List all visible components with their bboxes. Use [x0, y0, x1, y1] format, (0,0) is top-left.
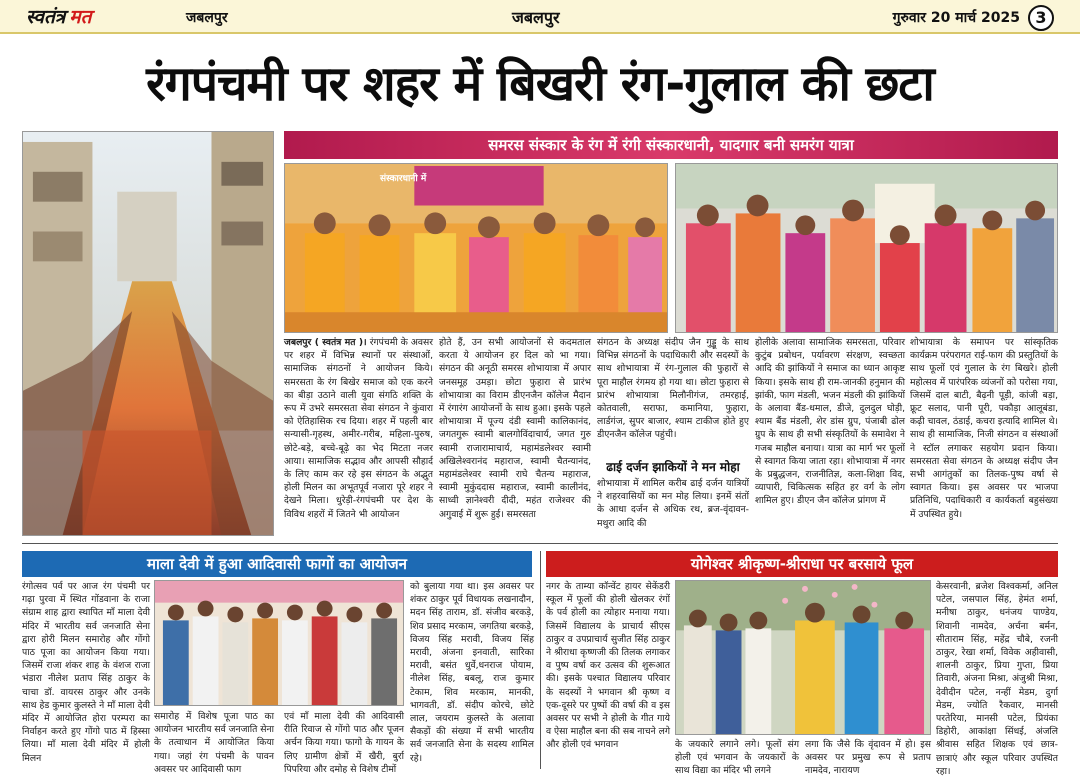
- story3-caption2: लगा कि जैसे कि वृंदावन में हो। इस अवसर पर प्रमुख रूप से प्रताप नामदेव, नारायण: [805, 739, 931, 777]
- masthead-logo: [26, 3, 91, 29]
- story2-band: माला देवी में हुआ आदिवासी फागों का आयोजन: [22, 551, 532, 577]
- story2-col3: को बुलाया गया था। इस अवसर पर शंकर ठाकुर पूर्व विधायक लखनादौन, मदन सिंह ताराम, डॉ. संजीव बरकड़े, शिव प्रसाद मरकाम, जगतिया बरकड़े, विजय सिंह मरावी, विजय सिंह मरावी, अंजना इनवाती, सारिका मरावी, बसंत धुर्वे,धनराज पोयाम, नीलेश सिंह, बबलू, राज कुमार टेकाम, शिव मरकाम, मानकी, भागवती, डॉ. संदीप कोरचे, छोटे लाल, जयराम कुलस्ते के अलावा सैकड़ों की संख्या में सभी भारतीय सर्व जनजाति सेना के सदस्य शामिल रहे।: [410, 581, 534, 764]
- section-divider: [22, 543, 1058, 544]
- story2-col1: रंगोत्सव पर्व पर आज रंग पंचमी पर गढ़ा पुरवा में स्थित गोंडवाना के राजा संग्राम शाह द्वारा स्थापित माँ माला देवी मंदिर में भारतीय सर्व जनजाति सेना द्वारा होरी मिलन समारोह और गोंगो पाठ पूजा का आयोजन किया गया। जिसमें राजा शंकर शाह के वंशज राजा भंडारा नीलेश प्रताप सिंह ठाकुर के चाचा डॉ. वायरस ठाकुर और उनके साथ हेड कुमार कुलस्ते ने माँ माला देवी मंदिर में आयोजित होरा परम्परा का निर्वाहन करते हुए गोंगो पाठ में हिस्सा लिया। माँ माला देवी मंदिर में होली मिलन: [22, 581, 150, 764]
- header-city-center: जबलपुर: [512, 8, 560, 27]
- story1-col1-text: रंगपंचमी के अवसर पर शहर में विभिन्न स्थानों पर संस्थाओं, सामाजिक संगठनों ने आयोजन किये। समरसता के रंग बिखेर समाज को एक करने का बीड़ा उठाने वाली युवा संगठि शक्ति के रूप में उभरे समरसता सेवा संगठन ने कुंवारा को ऐतिहासिक रच दिया। शहर में पहली बार सन्यासी-गृहस्थ, अमीर-गरीब, महिला-पुरुष, छोटे-बड़े, बच्चे-बूढ़े का भेद मिटता नजर आया। सामाजिक सद्भाव और आपसी सौहार्द के लिए काम कर रहे इस संगठन के अद्भुत होली मिलन का अभूतपूर्व नजारा पूरे शहर ने देखने मिला। धुरेड़ी-रंगपंचमी पर देश के विविध शहरों में जितने भी आयोजन: [284, 337, 434, 520]
- story1-col3: संगठन के अध्यक्ष संदीप जैन गुड्डू के साथ विभिन्न संगठनों के पदाधिकारी और सदस्यों के साथ शोभायात्रा में रंग-गुलाल की फुहारों से पूरा माहौल रंगमय हो गया था। छोटा फुहारा से प्रारंभ शोभायात्रा मिलौनीगंज, तमरहाई, कोतवाली, सराफा, कमानिया, फुहारा, लार्डगंज, सुपर बाजार, श्याम टाकीज होते हुए डीएनजैन कॉलेज पहुंची।: [597, 337, 749, 441]
- story1-band: समरस संस्कार के रंग में रंगी संस्कारधानी, यादगार बनी समरंग यात्रा: [284, 131, 1058, 159]
- story2-caption: समारोह में विशेष पूजा पाठ का आयोजन भारतीय सर्व जनजाति सेना के तत्वाधान में आयोजित किया गया। जहां रंग पंचमी के पावन अवसर पर आदिवासी फाग: [154, 711, 274, 775]
- page-headline: रंगपंचमी पर शहर में बिखरी रंग-गुलाल की छटा: [146, 56, 934, 112]
- story1-col3b: शोभायात्रा में शामिल करीब ढाई दर्जन यात्रियों ने शहरवासियों का मन मोह लिया। इनमें संतों के आधा दर्जन से अधिक रथ, ब्रज-वृंदावन-मथुरा आदि की: [597, 478, 749, 529]
- story1-dateline: जबलपुर ( स्वतंत्र मत )।: [284, 337, 367, 348]
- women-celebration-photo: [675, 163, 1058, 333]
- header-city-left: जबलपुर: [186, 10, 228, 26]
- procession-photo: [22, 131, 274, 536]
- stage-banner-text: संस्कारधानी में: [380, 174, 427, 184]
- masthead-name-a: स्वतंत्र: [26, 6, 66, 28]
- masthead-name-b: मत: [69, 6, 92, 28]
- story1-col2: होते हैं, उन सभी आयोजनों से कदमताल करता ये आयोजन हर दिल को भा गया। संगठन की अनूठी समरस शोभायात्रा में अपार जनसमूह उमड़ा। छोटा फुहारा से प्रारंभ शोभायात्रा का विराम डीएनजैन कॉलेज मैदान में रंगारंग आयोजनों के साथ हुआ। इसके पहले शोभायात्रा में पूज्य दंडी स्वामी कालिकानंद, जगतगुरू स्वामी बालगोविंदाचार्य, जगत गुरु स्वामी राजारामाचार्य, महामंडलेश्वर स्वामी अखिलेश्वरानंद महाराज, स्वामी चैतन्यानंद, महामंडलेश्वर स्वामी राघे चैतन्य महाराज, स्वामी मुकुंददास महाराज, स्वामी कालीनंद, साध्वी ज्ञानेश्वरी दीदी, महंत राजेश्वर की अगुवाई में शुरू हुई। समरसता: [439, 337, 591, 520]
- header-date: गुरुवार 20 मार्च 2025: [892, 10, 1020, 26]
- page-number: 3: [1028, 5, 1054, 31]
- story1-col1: [284, 336, 433, 538]
- tribal-group-photo: [154, 580, 404, 706]
- saints-stage-photo: [284, 163, 668, 333]
- story3-col1: नगर के ताम्या कॉन्वेंट हायर सेकेंडरी स्कूल में फूलों की होली खेलकर रंगों के पर्व होली का त्योहार मनाया गया। जिसमें विद्यालय के प्राचार्य सीएस ठाकुर व उपप्राचार्य सुजीत सिंह ठाकुर ने श्रीराधा कृष्णजी की तिलक लगाकर व पुष्प वर्षा कर उत्सव की शुरूआत की। इसके पश्चात विद्यालय परिवार के सदस्यों ने भगवान श्री कृष्ण व एक-दूसरे पर पुष्पों की वर्षा की व इस अवसर पर सभी ने होली के गीत गाये व ऐसा माहौल बना की सब नाचने लगे और होली एवं भगवान: [546, 581, 671, 751]
- krishna-radha-photo: [675, 580, 931, 735]
- story3-col3: केसरवानी, ब्रजेश विश्वकर्मा, अनिल पटेल, जसपाल सिंह, हेमंत शर्मा, मनीषा ठाकुर, धनंजय पाण्डेय, शिवानी नामदेव, अर्चना बर्मन, सीताराम सिंह, महेंद्र चौबे, रजनी ठाकुर, रेखा शर्मा, विवेक अहीवासी, शालनी ठाकुर, प्रिया गुप्ता, प्रिया तिवारी, अंजना मिश्रा, अंजुश्री मिश्रा, देवीदीन पटेल, नन्हीं मेडम, दुर्गा मेडम, ज्योति रैकवार, मानसी परतेरिया, मानसी पटेल, प्रियंका डिहोरी, आकांक्षा सिंधई, अंजलि श्रीवास सहित शिक्षक एवं छात्र-छात्राएं और स्कूल परिवार उपस्थित रहा।: [936, 581, 1058, 777]
- story1-col4: होलीके अलावा सामाजिक समरसता, परिवार कुटुंब प्रबोधन, पर्यावरण संरक्षण, स्वच्छता आदि की झांकियों ने समाज का ध्यान आकृष्ट किया। इसके साथ ही राम-जानकी हनुमान की झांकी, फाग मंडली, भजन मंडली की झांकियों के अलावा बैंड-धमाल, डीजे, दुलदुल घोड़ी, श्याम बैंड मंडली, शेर डांस ग्रुप, पंजाबी ढोल ग्रुप के साथ ही सभी संस्कृतियों के समावेश ने गजब माहौल बनाया। यात्रा का मार्ग भर फूलों से स्वागत किया जाता रहा। शोभायात्रा में नगर के प्रबुद्धजन, राजनीतिज्ञ, कला-शिक्षा विद, व्यापारी, चिकित्सक सहित हर वर्ग के लोग शामिल हुए। डीएन जैन कॉलेज प्रांगण में: [755, 337, 905, 507]
- story1-subhead: ढाई दर्जन झाकियों ने मन मोहा: [606, 460, 740, 474]
- story3-caption: के जयकारे लगाने लगे। फूलों संग होली एवं भगवान के जयकारों के साथ विद्या का मंदिर भी लगने: [675, 739, 799, 777]
- story1-col5: शोभायात्रा के समापन पर सांस्कृतिक कार्यक्रम परंपरागत राई-फाग की प्रस्तुतियों के साथ फूलों एवं गुलाल के रंग बिखरे। होली महोत्सव में पारंपरिक व्यंजनों को परोसा गया, जिसमें दाल बाटी, बैढ़नी पूड़ी, कांजी बड़ा, फ्रूट सलाद, पानी पूरी, पकौड़ा आलूबंडा, कढ़ी चावल, ठंडाई, कचरा इत्यादि शामिल थे। साथ ही सामाजिक, निजी संगठन व संस्थाओं ने स्टॉल लगाकर सहयोग प्रदान किया। समरसता सेवा संगठन के अध्यक्ष संदीप जैन सभी आगंतुकों का तिलक-पुष्प वर्षा से स्वागत किया। इस अवसर पर भाजपा प्रतिनिधि, पदाधिकारी व कार्यकर्ता बहुसंख्या में उपस्थित हुये।: [910, 337, 1058, 520]
- column-divider: [540, 551, 541, 769]
- story2-col2b: एवं माँ माला देवी की आदिवासी रीति रिवाज से गोंगो पाठ और पूजन अर्चन किया गया। फागो के गायन के लिए ग्रामीण क्षेत्रों में खैरी, बुर्रा पिपरिया और दमोह से विशेष टीमों: [284, 711, 404, 775]
- story3-band: योगेश्वर श्रीकृष्ण-श्रीराधा पर बरसाये फूल: [546, 551, 1058, 577]
